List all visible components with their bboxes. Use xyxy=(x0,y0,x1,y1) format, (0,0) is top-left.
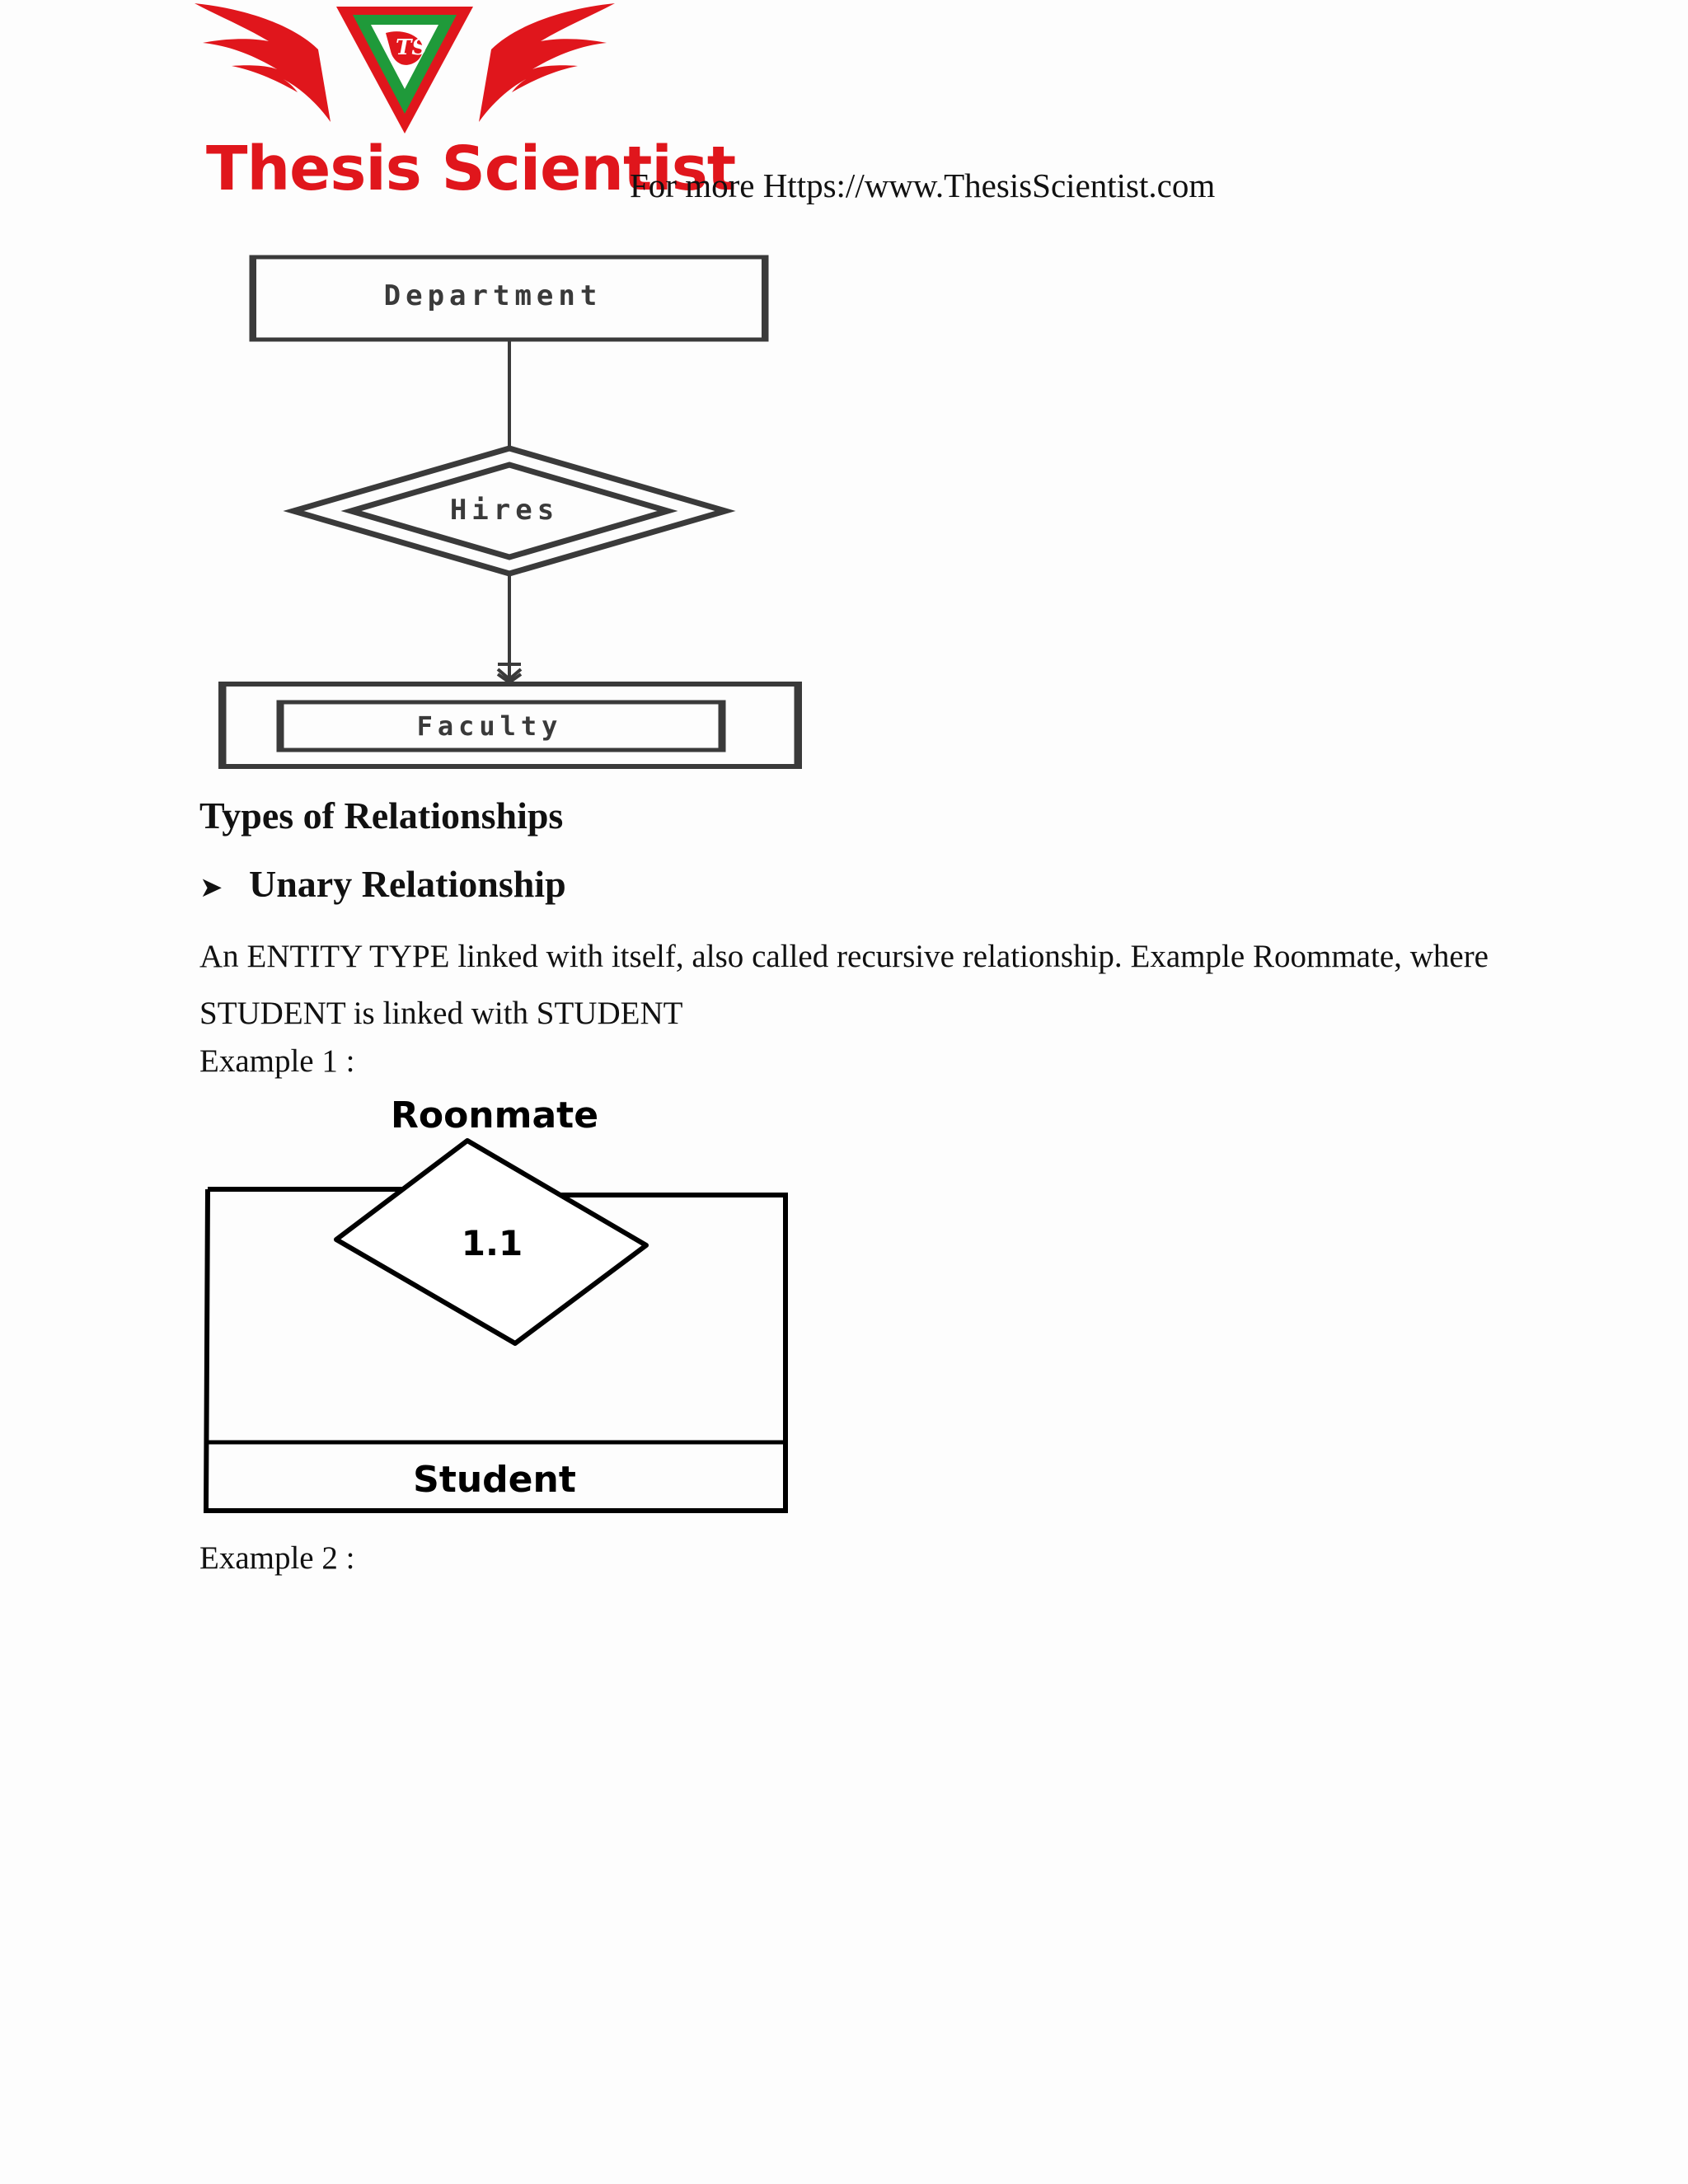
relationship-roommate-diamond xyxy=(336,1141,646,1343)
er-diagram-roommate xyxy=(198,1088,799,1521)
er-diagram-department-faculty xyxy=(214,247,808,775)
thesis-scientist-logo xyxy=(195,0,615,140)
arrow-bullet-icon: ➤ xyxy=(199,871,223,904)
entity-department xyxy=(251,257,767,340)
header-website-link[interactable]: For more Https://www.ThesisScientist.com xyxy=(630,166,1216,204)
svg-text:TS: TS xyxy=(396,35,428,60)
logo-text: Thesis Scientist xyxy=(206,134,736,204)
entity-faculty xyxy=(221,684,799,766)
subsection-heading xyxy=(199,861,566,907)
cardinality-label: 1.1 xyxy=(461,1223,523,1263)
entity-student-label: Student xyxy=(413,1459,576,1501)
unary-relationship-paragraph: An ENTITY TYPE linked with itself, also called recursive relationship. Example Roommate, where STUDENT is linked with STUDENT xyxy=(199,939,1489,1031)
entity-faculty-label: Faculty xyxy=(416,710,563,742)
relationship-hires-label: Hires xyxy=(449,494,560,527)
example-1-label: Example 1 : xyxy=(199,1043,355,1079)
example-2-label: Example 2 : xyxy=(199,1540,355,1576)
section-heading: Types of Relationships xyxy=(199,794,564,837)
right-wing-icon xyxy=(479,3,615,122)
subsection-heading-text: Unary Relationship xyxy=(249,863,566,905)
relationship-hires xyxy=(293,448,725,574)
entity-department-label: Department xyxy=(383,279,603,312)
relationship-roommate-label: Roonmate xyxy=(390,1094,599,1137)
left-wing-icon xyxy=(195,3,331,122)
